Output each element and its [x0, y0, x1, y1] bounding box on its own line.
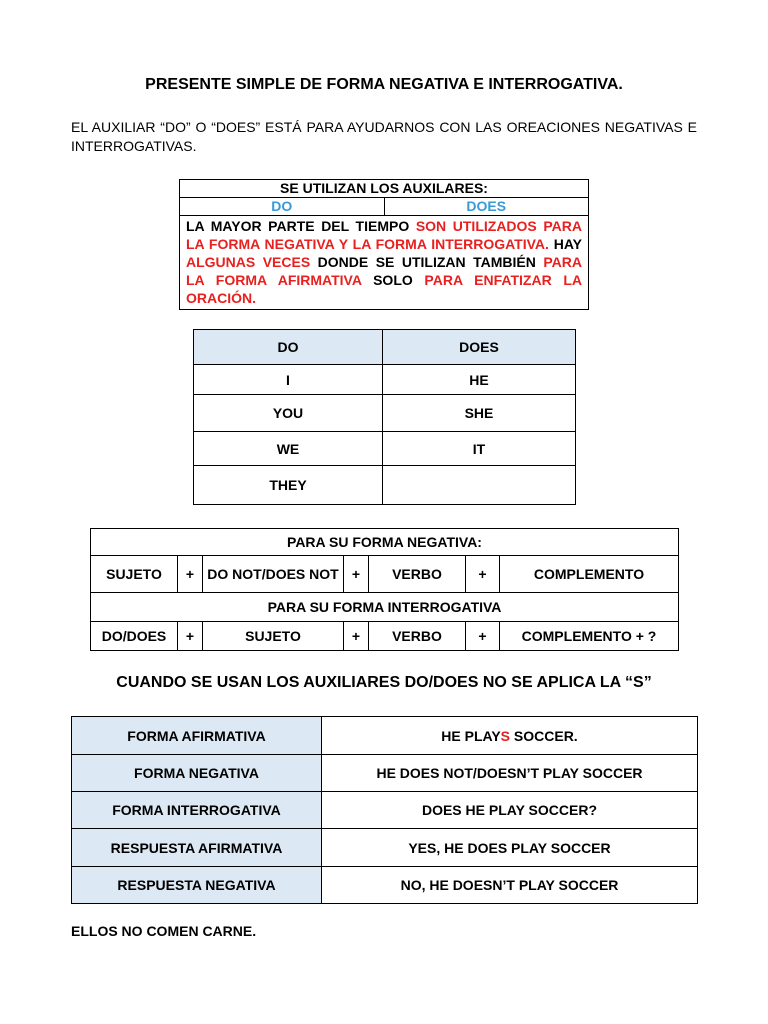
example-label: FORMA NEGATIVA	[72, 755, 322, 792]
highlighted-s: S	[500, 727, 511, 744]
example-value: HE DOES NOT/DOESN’T PLAY SOCCER	[322, 755, 698, 792]
pronoun-cell	[383, 466, 576, 505]
structure-cell: DO/DOES	[91, 622, 178, 651]
pronoun-cell: HE	[383, 365, 576, 395]
pronouns-header-does: DOES	[383, 330, 576, 365]
plus-sign: +	[344, 622, 369, 651]
aux-text-4: ALGUNAS VECES	[186, 254, 311, 270]
plus-sign: +	[466, 622, 500, 651]
pronouns-header-do: DO	[194, 330, 383, 365]
example-value: NO, HE DOESN’T PLAY SOCCER	[322, 867, 698, 904]
pronoun-cell: IT	[383, 432, 576, 466]
pronoun-cell: WE	[194, 432, 383, 466]
structure-cell: VERBO	[369, 556, 466, 593]
structure-cell: DO NOT/DOES NOT	[203, 556, 344, 593]
aux-text-5: DONDE SE UTILIZAN TAMBIÉN	[310, 254, 544, 270]
structure-cell: COMPLEMENTO	[500, 556, 679, 593]
pronoun-cell: THEY	[194, 466, 383, 505]
plus-sign: +	[178, 622, 203, 651]
section-heading: CUANDO SE USAN LOS AUXILIARES DO/DOES NO SE APLICA LA “S”	[116, 674, 652, 691]
pronoun-cell: I	[194, 365, 383, 395]
example-label: RESPUESTA AFIRMATIVA	[72, 829, 322, 867]
pronoun-cell: YOU	[194, 395, 383, 432]
aux-header: SE UTILIZAN LOS AUXILARES:	[180, 180, 589, 198]
aux-do: DO	[180, 198, 385, 216]
aux-does: DOES	[384, 198, 589, 216]
structure-cell: VERBO	[369, 622, 466, 651]
structure-cell: SUJETO	[203, 622, 344, 651]
aux-text-2: SON UTILIZADOS PARA LA FORMA NEGATIVA Y LA FORMA INTERROGATIVA.	[186, 218, 582, 252]
example-value: DOES HE PLAY SOCCER?	[322, 792, 698, 829]
aux-text-1: LA MAYOR PARTE DEL TIEMPO	[186, 218, 416, 234]
plus-sign: +	[344, 556, 369, 593]
interrogative-form-header: PARA SU FORMA INTERROGATIVA	[91, 593, 679, 622]
example-sentence: ELLOS NO COMEN CARNE.	[71, 923, 257, 939]
plus-sign: +	[178, 556, 203, 593]
pronoun-cell: SHE	[383, 395, 576, 432]
auxiliaries-box	[179, 179, 589, 310]
aux-text-8: PARA ENFATIZAR LA ORACIÓN.	[186, 272, 582, 306]
example-text: HE PLAY	[441, 727, 501, 744]
example-text: SOCCER.	[510, 727, 578, 744]
example-label: FORMA AFIRMATIVA	[72, 717, 322, 755]
page-title: PRESENTE SIMPLE DE FORMA NEGATIVA E INTERROGATIVA.	[145, 76, 623, 93]
pronouns-table	[193, 329, 576, 505]
structure-cell: COMPLEMENTO + ?	[500, 622, 679, 651]
example-value: YES, HE DOES PLAY SOCCER	[322, 829, 698, 867]
aux-text-3: HAY	[548, 236, 582, 252]
negative-form-header: PARA SU FORMA NEGATIVA:	[91, 529, 679, 556]
examples-table	[71, 716, 698, 904]
example-label: RESPUESTA NEGATIVA	[72, 867, 322, 904]
intro-paragraph: EL AUXILIAR “DO” O “DOES” ESTÁ PARA AYUDARNOS CON LAS OREACIONES NEGATIVAS E INTERROGATIVAS.	[71, 119, 697, 154]
aux-text-7: SOLO	[361, 272, 425, 288]
aux-text-6: PARA LA FORMA AFIRMATIVA	[186, 254, 582, 288]
aux-explanation	[180, 216, 589, 310]
example-label: FORMA INTERROGATIVA	[72, 792, 322, 829]
structure-cell: SUJETO	[91, 556, 178, 593]
structure-table	[90, 528, 679, 651]
example-value	[322, 717, 698, 755]
plus-sign: +	[466, 556, 500, 593]
